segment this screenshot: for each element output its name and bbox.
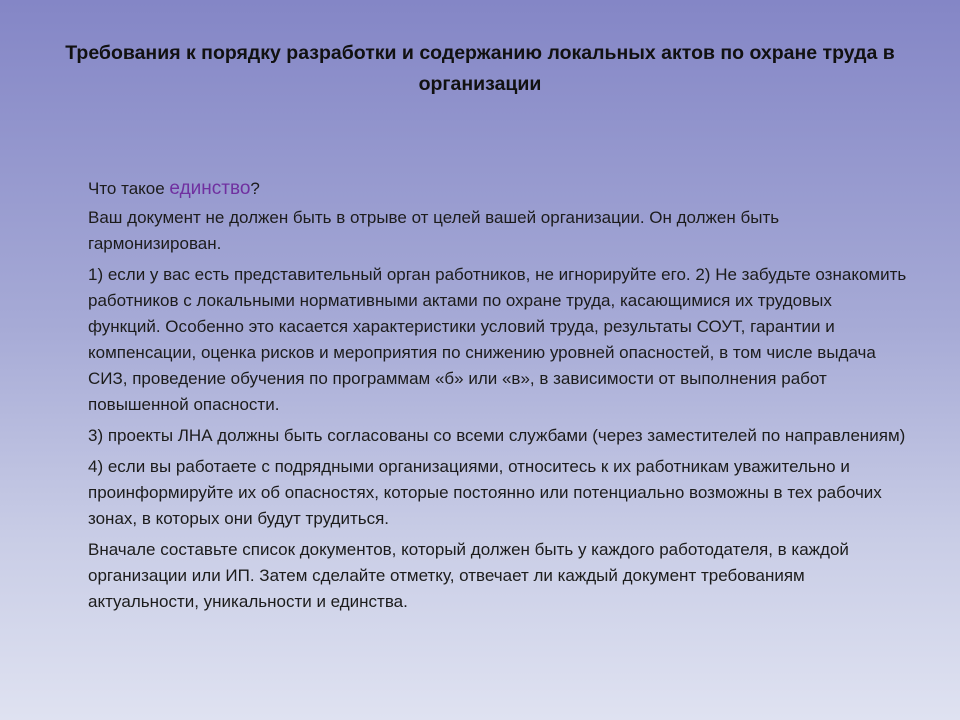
question-accent-word: единство (169, 178, 251, 199)
paragraph-conclusion: Вначале составьте список документов, который должен быть у каждого работодателя, в каждой организации или ИП. Затем сделайте отметку, отвечает ли каждый документ требованиям актуальности, уникальности и единства. (88, 540, 849, 611)
question-line (88, 176, 908, 202)
paragraph-harmonized: Ваш документ не должен быть в отрыве от целей вашей организации. Он должен быть гармонизирован. (88, 208, 780, 253)
slide-body (88, 176, 908, 620)
slide-title: Требования к порядку разработки и содержанию локальных актов по охране труда в организации (65, 42, 895, 95)
question-prefix: Что такое (88, 179, 170, 198)
paragraph-item-1-2: 1) если у вас есть представительный орган работников, не игнорируйте его. 2) Не забудьте ознакомить работников с локальными нормативными актами по охране труда, касающимися их трудовых функций. Особенно это касается характеристики условий труда, результаты СОУТ, гарантии и компенсации, оценка рисков и мероприятия по снижению уровней опасностей, в том числе выдача СИЗ, проведение обучения по программам «б» или «в», в зависимости от выполнения работ повышенной опасности. (88, 265, 907, 414)
paragraph-item-4: 4) если вы работаете с подрядными организациями, относитесь к их работникам уважительно и проинформируйте их об опасностях, которые постоянно или потенциально возможны в тех рабочих зонах, в которых они будут трудиться. (88, 457, 882, 528)
question-suffix: ? (250, 179, 260, 198)
paragraph-item-3: 3) проекты ЛНА должны быть согласованы со всеми службами (через заместителей по направлениям) (88, 426, 906, 445)
